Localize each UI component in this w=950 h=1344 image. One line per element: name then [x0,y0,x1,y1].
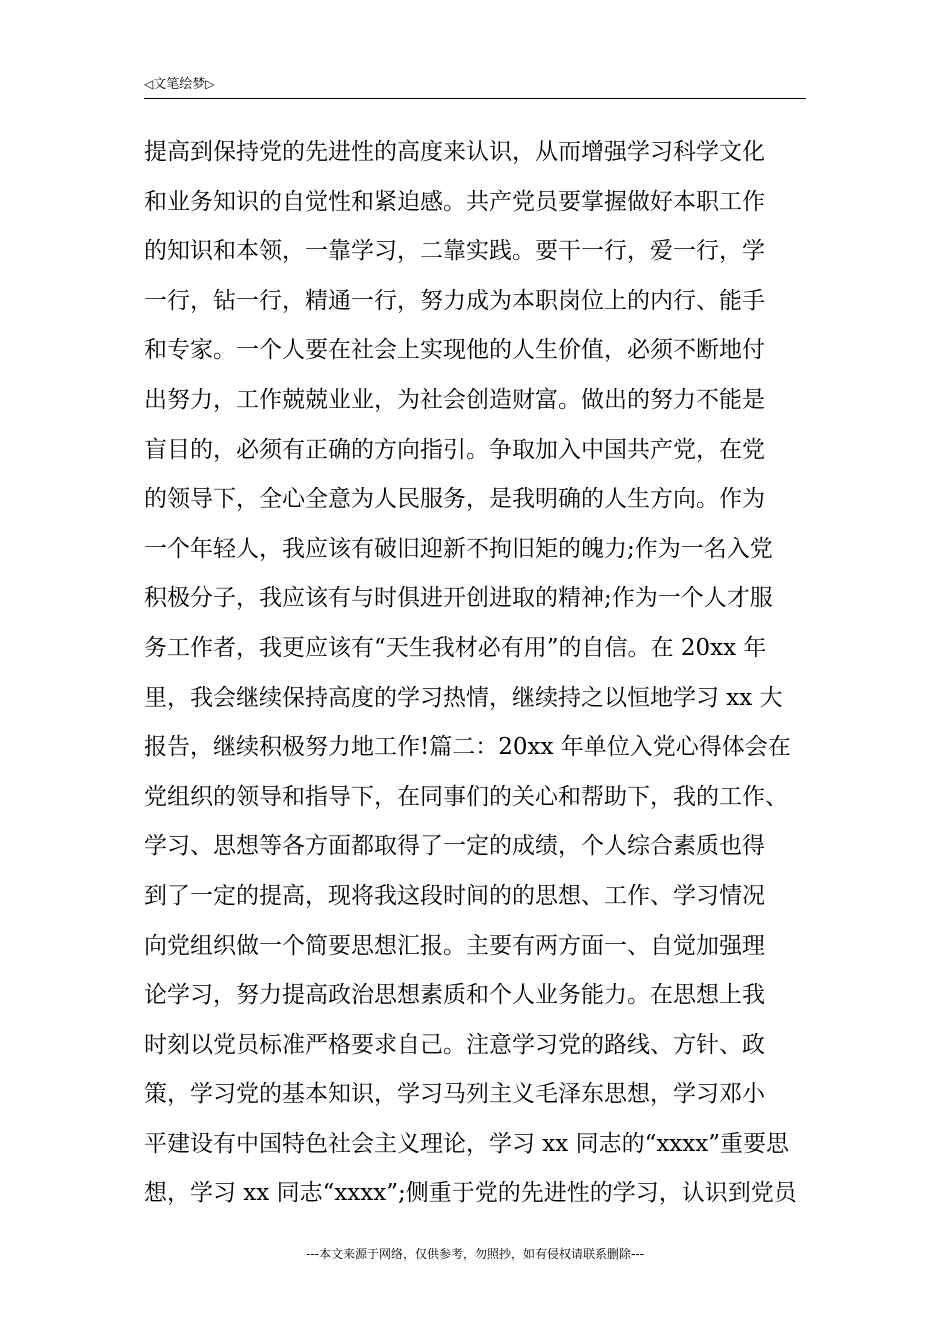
text-line: 盲目的，必须有正确的方向指引。争取加入中国共产党，在党 [144,436,765,463]
left-triangle-icon: ◁ [144,77,154,91]
text-line: 平建设有中国特色社会主义理论，学习 xx 同志的“xxxx”重要思 [144,1130,789,1157]
text-line: 和专家。一个人要在社会上实现他的人生价值，必须不断地付 [144,337,765,364]
page-footer: ---本文来源于网络，仅供参考，勿照抄，如有侵权请联系删除--- [306,1247,644,1261]
body-text [144,128,814,1219]
text-line: 一行，钻一行，精通一行，努力成为本职岗位上的内行、能手 [144,287,765,314]
text-line: 务工作者，我更应该有“天生我材必有用”的自信。在 20xx 年 [144,634,767,661]
text-line: 向党组织做一个简要思想汇报。主要有两方面一、自觉加强理 [144,932,765,959]
page-header [144,74,806,99]
text-line: 党组织的领导和指导下，在同事们的关心和帮助下，我的工作、 [144,783,788,810]
text-line: 报告，继续积极努力地工作!篇二：20xx 年单位入党心得体会在 [144,734,791,761]
text-line: 提高到保持党的先进性的高度来认识，从而增强学习科学文化 [144,139,765,165]
header-brand [144,76,214,93]
text-line: 的领导下，全心全意为人民服务，是我明确的人生方向。作为 [144,486,765,513]
text-line: 的知识和本领，一靠学习，二靠实践。要干一行，爱一行，学 [144,238,765,265]
text-line: 策，学习党的基本知识，学习马列主义毛泽东思想，学习邓小 [144,1081,765,1108]
text-line: 和业务知识的自觉性和紧迫感。共产党员要掌握做好本职工作 [144,188,765,215]
header-title: 文笔绘梦 [153,77,206,92]
text-line: 学习、思想等各方面都取得了一定的成绩，个人综合素质也得 [144,833,765,860]
text-line: 里，我会继续保持高度的学习热情，继续持之以恒地学习 xx 大 [144,684,783,711]
text-line: 出努力，工作兢兢业业，为社会创造财富。做出的努力不能是 [144,386,765,413]
text-line: 积极分子，我应该有与时俱进开创进取的精神;作为一个人才服 [144,585,773,612]
text-line: 时刻以党员标准严格要求自己。注意学习党的路线、方针、政 [144,1031,765,1058]
text-line: 论学习，努力提高政治思想素质和个人业务能力。在思想上我 [144,982,765,1009]
text-line: 到了一定的提高，现将我这段时间的的思想、工作、学习情况 [144,882,765,909]
text-line: 想，学习 xx 同志“xxxx”;侧重于党的先进性的学习，认识到党员 [144,1180,797,1207]
text-line: 一个年轻人，我应该有破旧迎新不拘旧矩的魄力;作为一名入党 [144,535,773,562]
right-triangle-icon: ▷ [205,77,215,91]
